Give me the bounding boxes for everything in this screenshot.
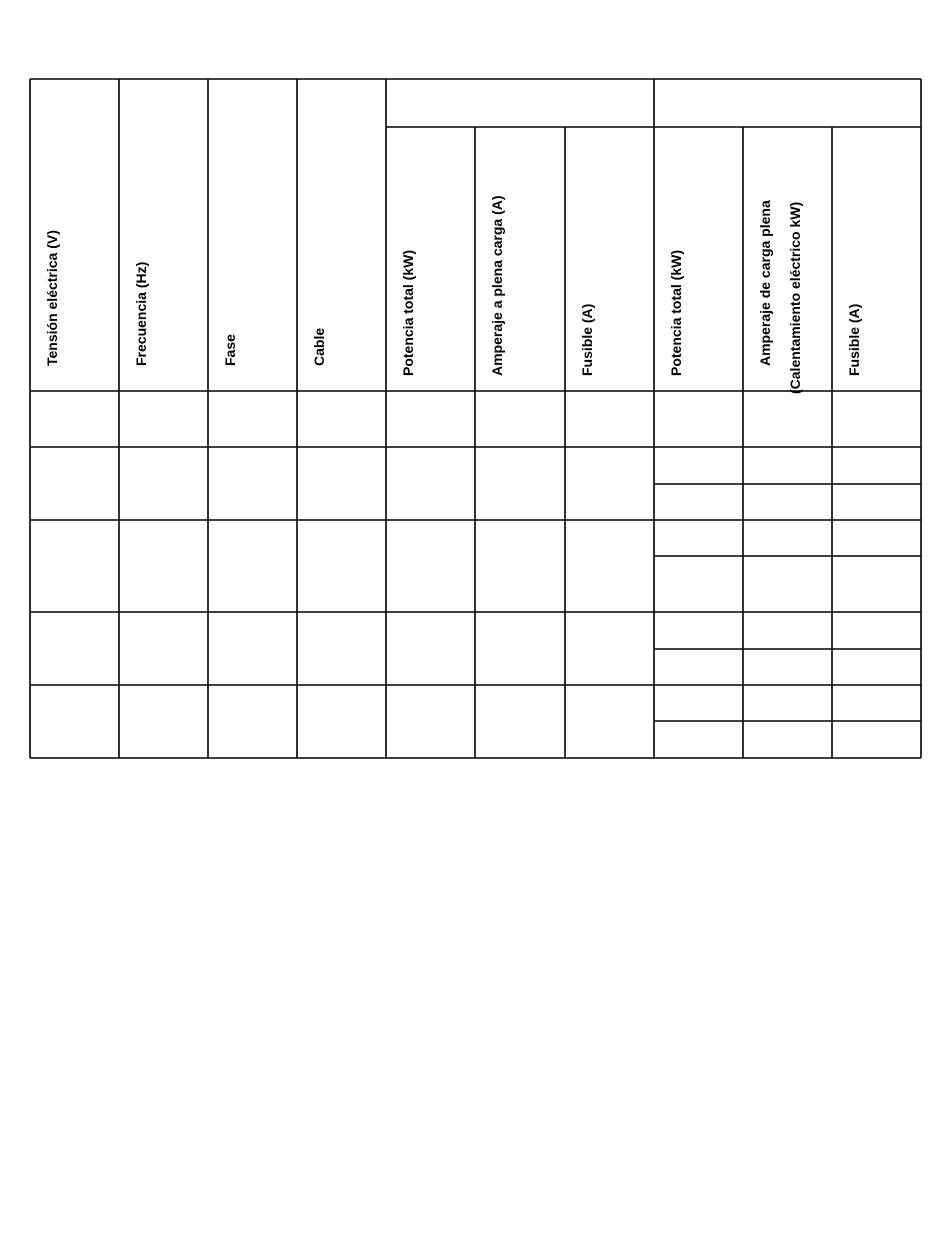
column-header-4: Cable — [311, 327, 327, 366]
table-grid — [30, 79, 921, 758]
column-header-10: Fusible (A) — [846, 303, 862, 376]
column-header-2: Frecuencia (Hz) — [133, 261, 149, 366]
column-header-1: Tensión eléctrica (V) — [44, 230, 60, 366]
column-header-9: Amperaje de carga plena — [757, 200, 773, 366]
column-header-8: Potencia total (kW) — [668, 249, 684, 376]
column-header-5: Potencia total (kW) — [400, 249, 416, 376]
column-header-3: Fase — [222, 334, 238, 366]
column-header-7: Fusible (A) — [579, 303, 595, 376]
column-header-6: Amperaje a plena carga (A) — [489, 195, 505, 376]
column-header-9-line2: (Calentamiento eléctrico kW) — [787, 201, 803, 394]
table-column-headers — [44, 195, 862, 394]
